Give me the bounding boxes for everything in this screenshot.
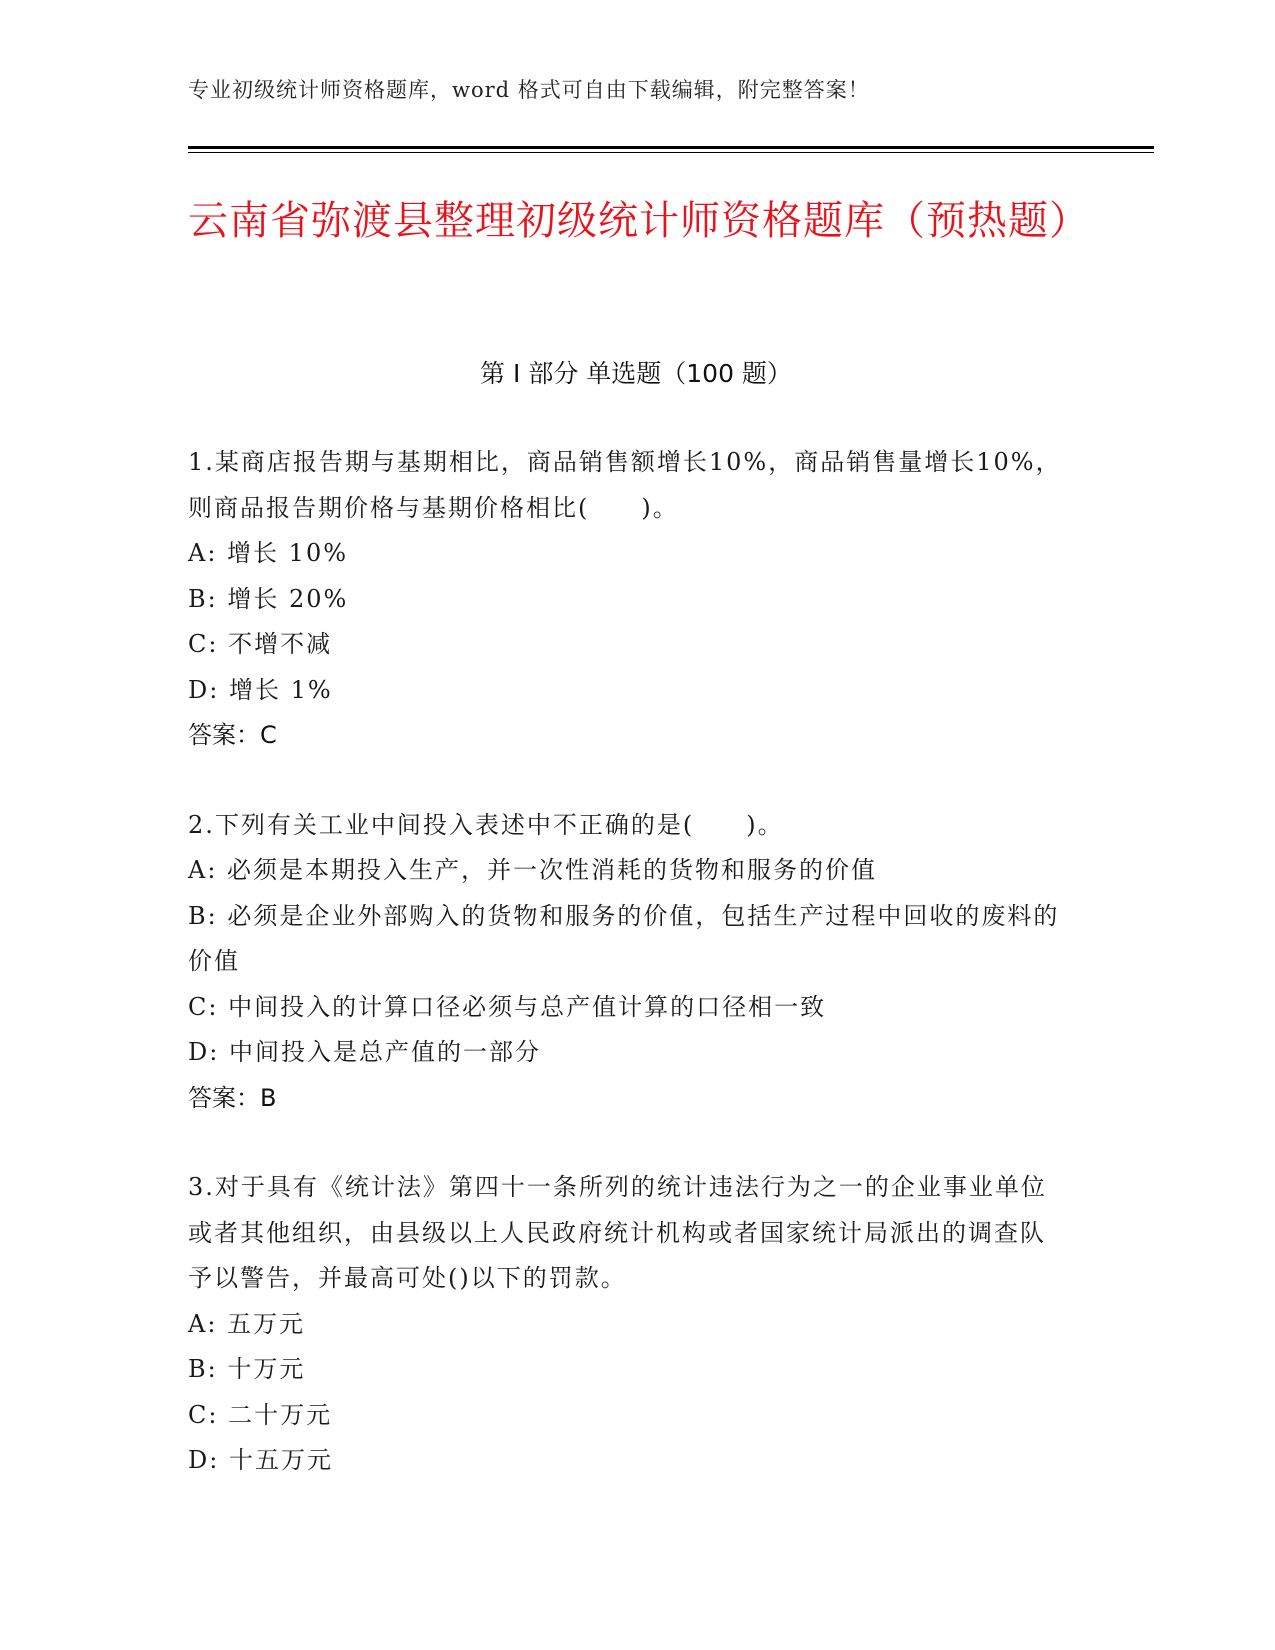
- question-1: [188, 440, 1068, 759]
- question-stem: 3.对于具有《统计法》第四十一条所列的统计违法行为之一的企业事业单位或者其他组织，由县级以上人民政府统计机构或者国家统计局派出的调查队予以警告，并最高可处()以下的罚款。: [188, 1173, 1047, 1292]
- document-title: 云南省弥渡县整理初级统计师资格题库（预热题）: [188, 198, 1090, 244]
- option-a: A: 必须是本期投入生产，并一次性消耗的货物和服务的价值: [188, 856, 878, 884]
- option-b: B: 十万元: [188, 1355, 306, 1383]
- option-c: C: 中间投入的计算口径必须与总产值计算的口径相一致: [188, 992, 827, 1021]
- section-heading: 第 I 部分 单选题（100 题）: [480, 359, 792, 388]
- question-2: [188, 803, 1068, 1122]
- option-c: C: 不增不减: [188, 630, 333, 658]
- option-d: D: 增长 1%: [188, 675, 333, 704]
- header-note: 专业初级统计师资格题库，word 格式可自由下载编辑，附完整答案！: [188, 78, 870, 102]
- option-d: D: 十五万元: [188, 1446, 333, 1474]
- option-a: A: 五万元: [188, 1309, 306, 1338]
- option-a: A: 增长 10%: [188, 539, 349, 567]
- answer: 答案：C: [188, 721, 277, 749]
- question-stem: 1.某商店报告期与基期相比，商品销售额增长10%，商品销售量增长10%，则商品报告期价格与基期价格相比( )。: [188, 448, 1062, 522]
- answer: 答案：B: [188, 1083, 277, 1112]
- option-b: B: 增长 20%: [188, 584, 349, 613]
- question-3: [188, 1165, 1068, 1484]
- option-d: D: 中间投入是总产值的一部分: [188, 1038, 541, 1066]
- question-stem: 2.下列有关工业中间投入表述中不正确的是( )。: [188, 810, 784, 839]
- option-b: B: 必须是企业外部购入的货物和服务的价值，包括生产过程中回收的废料的价值: [188, 901, 1060, 975]
- question-list: [188, 440, 1068, 1528]
- header-rule-thick: [188, 146, 1154, 149]
- option-c: C: 二十万元: [188, 1400, 333, 1429]
- header-rule-thin: [188, 152, 1154, 153]
